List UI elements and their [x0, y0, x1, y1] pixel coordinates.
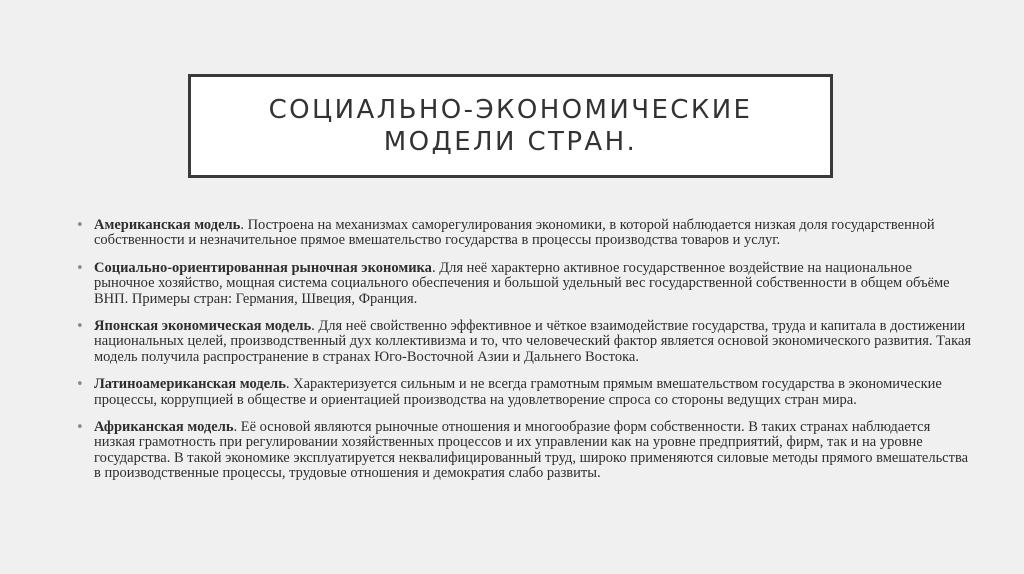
bullet-list	[74, 218, 974, 494]
title-box	[188, 74, 833, 178]
bullet-icon: •	[76, 218, 84, 233]
bullet-text: . Для неё свойственно эффективное и чёткое взаимодействие государства, труда и капитала в достижении национальных целей, производственный дух коллективизма и то, что человеческий фактор является основой экономического развития. Такая модель получила распространение в странах Юго-Восточной Азии и Дальнего Востока.	[94, 318, 972, 365]
bullet-item-latin-american	[74, 377, 974, 408]
bullet-text: . Характеризуется сильным и не всегда грамотным прямым вмешательством государства в экономические процессы, коррупцией в обществе и ориентацией производства на удовлетворение спроса со стороны ведущих стран мира.	[94, 376, 942, 408]
bullet-item-american	[74, 218, 974, 249]
bullet-term: Латиноамериканская модель	[94, 376, 286, 393]
bullet-icon: •	[76, 319, 84, 335]
bullet-item-social-market	[74, 261, 974, 307]
bullet-icon: •	[76, 377, 84, 393]
bullet-item-japanese	[74, 319, 974, 365]
slide-title: СОЦИАЛЬНО-ЭКОНОМИЧЕСКИЕ МОДЕЛИ СТРАН.	[268, 95, 753, 157]
bullet-term: Африканская модель	[94, 419, 234, 436]
bullet-text: . Для неё характерно активное государственное воздействие на национальное рыночное хозяйство, мощная система социального обеспечения и большой удельный вес государственной собственности в общем объёме ВНП. Примеры стран: Германия, Швеция, Франция.	[94, 259, 950, 307]
bullet-term: Японская экономическая модель	[94, 318, 312, 335]
bullet-text: . Построена на механизмах саморегулирования экономики, в которой наблюдается низкая доля государственной собственности и незначительное прямое вмешательство государства в процессы производства товаров и услуг.	[94, 217, 935, 249]
bullet-item-african	[74, 420, 974, 482]
bullet-icon: •	[76, 260, 84, 276]
bullet-term: Социально-ориентированная рыночная экономика	[94, 259, 432, 276]
bullet-icon: •	[76, 420, 84, 436]
bullet-term: Американская модель	[94, 217, 241, 233]
bullet-text: . Её основой являются рыночные отношения и многообразие форм собственности. В таких странах наблюдается низкая грамотность при регулировании хозяйственных процессов и их управлении как на уровне предприятий, фирм, так и на уровне государства. В такой экономике эксплуатируется неквалифицированный труд, широко применяются силовые методы прямого вмешательства в производственные процессы, трудовые отношения и демократия слабо развиты.	[94, 419, 969, 482]
